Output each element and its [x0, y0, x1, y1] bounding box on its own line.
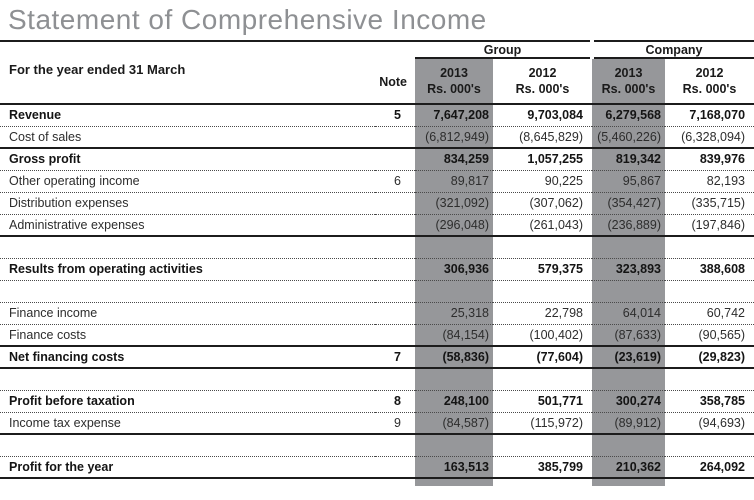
value-cell-company-2012: 7,168,070	[665, 104, 754, 126]
column-header-group-2013	[415, 58, 493, 104]
year-label: 2013	[614, 65, 643, 80]
table-row	[0, 104, 754, 126]
row-label: Income tax expense	[0, 412, 375, 434]
table-row	[0, 412, 754, 434]
note-cell	[375, 280, 415, 302]
value-cell-group-2012: (8,645,829)	[493, 126, 592, 148]
value-cell-group-2012: (100,402)	[493, 324, 592, 346]
row-label: Net financing costs	[0, 346, 375, 368]
value-cell-group-2012: 22,798	[493, 302, 592, 324]
income-table-body	[0, 104, 754, 486]
row-label	[0, 280, 375, 302]
value-cell-group-2012: 9,703,084	[493, 104, 592, 126]
table-row	[0, 192, 754, 214]
value-cell-group-2012: 579,375	[493, 258, 592, 280]
value-cell-company-2012: (197,846)	[665, 214, 754, 236]
row-label: Revenue	[0, 104, 375, 126]
table-header	[0, 41, 754, 104]
value-cell-company-2012: (90,565)	[665, 324, 754, 346]
note-cell: 6	[375, 170, 415, 192]
value-cell-company-2012: 60,742	[665, 302, 754, 324]
value-cell-company-2013	[592, 280, 665, 302]
note-cell	[375, 192, 415, 214]
value-cell-group-2013: (58,836)	[415, 346, 493, 368]
value-cell-group-2012: 385,799	[493, 456, 592, 478]
note-cell	[375, 148, 415, 170]
table-row	[0, 126, 754, 148]
row-label: Profit before taxation	[0, 390, 375, 412]
column-shade-tail-cell	[592, 478, 665, 486]
row-label	[0, 236, 375, 258]
value-cell-group-2012	[493, 280, 592, 302]
row-label: Gross profit	[0, 148, 375, 170]
value-cell-company-2012: (6,328,094)	[665, 126, 754, 148]
value-cell-company-2012	[665, 368, 754, 390]
value-cell-group-2012: (77,604)	[493, 346, 592, 368]
value-cell-company-2013: 6,279,568	[592, 104, 665, 126]
value-cell-company-2013: (87,633)	[592, 324, 665, 346]
value-cell-group-2012: (115,972)	[493, 412, 592, 434]
note-column-header: Note	[375, 41, 415, 104]
row-label	[0, 368, 375, 390]
value-cell-company-2012	[665, 280, 754, 302]
company-header: Company	[592, 41, 754, 58]
value-cell-group-2013: 89,817	[415, 170, 493, 192]
value-cell-company-2013	[592, 368, 665, 390]
column-shade-tail-cell	[415, 478, 493, 486]
value-cell-group-2013: 306,936	[415, 258, 493, 280]
note-cell	[375, 258, 415, 280]
table-row	[0, 170, 754, 192]
table-row	[0, 324, 754, 346]
unit-label: Rs. 000's	[427, 82, 481, 96]
column-shade-tail-cell	[665, 478, 754, 486]
period-label: For the year ended 31 March	[0, 41, 375, 104]
value-cell-group-2012: 501,771	[493, 390, 592, 412]
value-cell-group-2013	[415, 236, 493, 258]
value-cell-company-2013: 819,342	[592, 148, 665, 170]
value-cell-group-2013: (6,812,949)	[415, 126, 493, 148]
value-cell-group-2013: 163,513	[415, 456, 493, 478]
row-label: Other operating income	[0, 170, 375, 192]
note-cell	[375, 434, 415, 456]
value-cell-company-2013	[592, 236, 665, 258]
note-cell	[375, 236, 415, 258]
value-cell-company-2012: 358,785	[665, 390, 754, 412]
row-label: Profit for the year	[0, 456, 375, 478]
note-cell: 7	[375, 346, 415, 368]
value-cell-group-2012	[493, 236, 592, 258]
row-label: Administrative expenses	[0, 214, 375, 236]
value-cell-group-2012	[493, 368, 592, 390]
row-label: Cost of sales	[0, 126, 375, 148]
table-row	[0, 346, 754, 368]
value-cell-group-2012	[493, 434, 592, 456]
value-cell-group-2013	[415, 368, 493, 390]
column-header-company-2013	[592, 58, 665, 104]
unit-label: Rs. 000's	[682, 82, 737, 96]
note-cell	[375, 214, 415, 236]
value-cell-company-2013	[592, 434, 665, 456]
page-title: Statement of Comprehensive Income	[8, 4, 487, 35]
year-label: 2012	[528, 65, 557, 80]
value-cell-company-2012: 264,092	[665, 456, 754, 478]
table-row	[0, 214, 754, 236]
value-cell-company-2012: 82,193	[665, 170, 754, 192]
value-cell-company-2012: (335,715)	[665, 192, 754, 214]
value-cell-group-2013: (84,587)	[415, 412, 493, 434]
table-row	[0, 390, 754, 412]
table-row	[0, 258, 754, 280]
value-cell-company-2013: 300,274	[592, 390, 665, 412]
value-cell-group-2012: (261,043)	[493, 214, 592, 236]
group-header: Group	[415, 41, 592, 58]
value-cell-company-2013: (236,889)	[592, 214, 665, 236]
value-cell-company-2013: 210,362	[592, 456, 665, 478]
unit-label: Rs. 000's	[515, 82, 570, 96]
spacer-row	[0, 280, 754, 302]
column-header-group-2012	[493, 58, 592, 104]
year-label: 2012	[695, 65, 724, 80]
spacer-row	[0, 236, 754, 258]
unit-label: Rs. 000's	[601, 82, 656, 96]
year-label: 2013	[440, 65, 468, 80]
column-shade-tail-cell	[375, 478, 415, 486]
value-cell-company-2012	[665, 434, 754, 456]
note-cell	[375, 368, 415, 390]
value-cell-company-2013: (5,460,226)	[592, 126, 665, 148]
column-shade-tail-cell	[0, 478, 375, 486]
value-cell-company-2013: 95,867	[592, 170, 665, 192]
value-cell-company-2013: (89,912)	[592, 412, 665, 434]
note-cell: 9	[375, 412, 415, 434]
value-cell-company-2012: (94,693)	[665, 412, 754, 434]
table-row	[0, 302, 754, 324]
value-cell-group-2012: (307,062)	[493, 192, 592, 214]
value-cell-company-2013: 323,893	[592, 258, 665, 280]
column-header-company-2012	[665, 58, 754, 104]
row-label: Results from operating activities	[0, 258, 375, 280]
value-cell-group-2012: 90,225	[493, 170, 592, 192]
note-cell	[375, 126, 415, 148]
note-cell: 5	[375, 104, 415, 126]
row-label	[0, 434, 375, 456]
value-cell-group-2013: (321,092)	[415, 192, 493, 214]
column-shade-tail	[0, 478, 754, 486]
table-row	[0, 456, 754, 478]
value-cell-company-2013: (354,427)	[592, 192, 665, 214]
note-cell	[375, 456, 415, 478]
value-cell-group-2013: (296,048)	[415, 214, 493, 236]
value-cell-group-2013	[415, 434, 493, 456]
value-cell-company-2012: (29,823)	[665, 346, 754, 368]
value-cell-group-2013	[415, 280, 493, 302]
statement-table	[0, 40, 754, 486]
value-cell-group-2013: 834,259	[415, 148, 493, 170]
note-cell: 8	[375, 390, 415, 412]
value-cell-group-2012: 1,057,255	[493, 148, 592, 170]
row-label: Finance income	[0, 302, 375, 324]
value-cell-group-2013: 7,647,208	[415, 104, 493, 126]
row-label: Finance costs	[0, 324, 375, 346]
column-shade-tail-cell	[493, 478, 592, 486]
spacer-row	[0, 368, 754, 390]
note-cell	[375, 324, 415, 346]
value-cell-group-2013: (84,154)	[415, 324, 493, 346]
row-label: Distribution expenses	[0, 192, 375, 214]
value-cell-company-2012: 839,976	[665, 148, 754, 170]
value-cell-company-2012: 388,608	[665, 258, 754, 280]
spacer-row	[0, 434, 754, 456]
value-cell-group-2013: 248,100	[415, 390, 493, 412]
value-cell-group-2013: 25,318	[415, 302, 493, 324]
group-header-row	[0, 41, 754, 58]
value-cell-company-2013: (23,619)	[592, 346, 665, 368]
value-cell-company-2012	[665, 236, 754, 258]
note-cell	[375, 302, 415, 324]
value-cell-company-2013: 64,014	[592, 302, 665, 324]
table-row	[0, 148, 754, 170]
